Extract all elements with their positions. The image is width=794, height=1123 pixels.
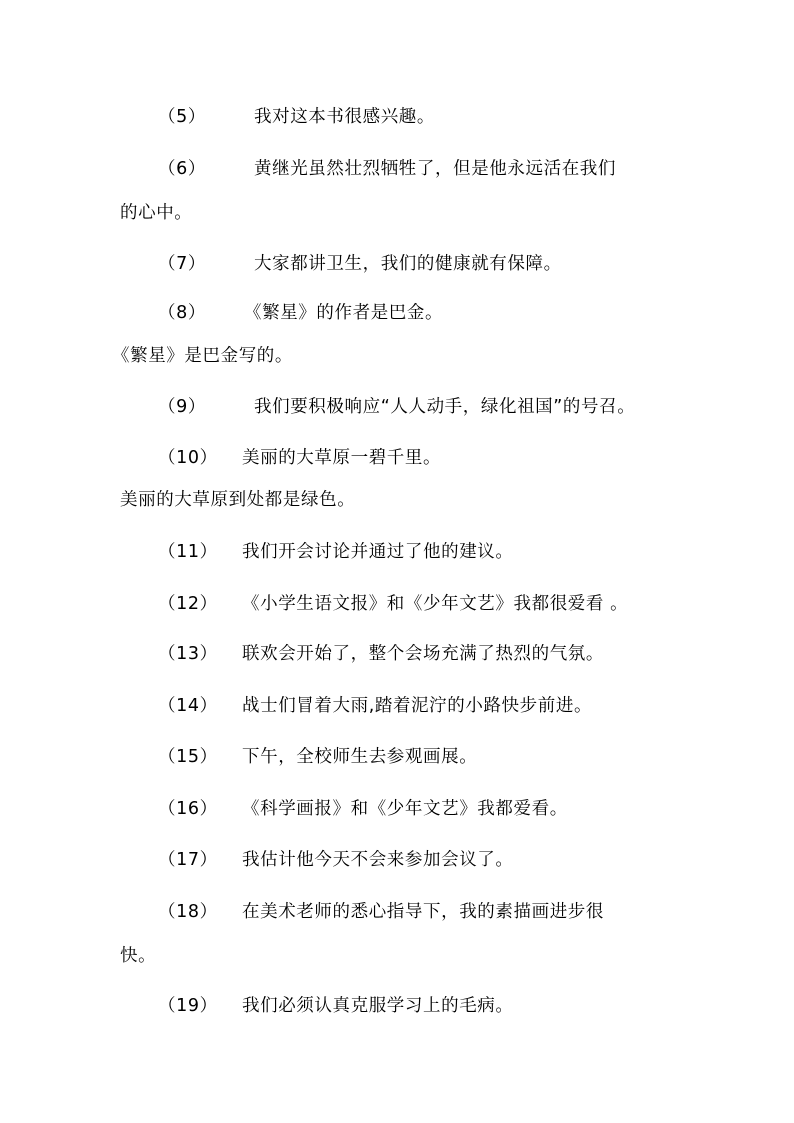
sentence-number: （15） [158, 747, 218, 767]
sentence-text: 在美术老师的悉心指导下，我的素描画进步很 [242, 902, 604, 922]
sentence-number: （17） [158, 850, 218, 870]
sentence-number: （14） [158, 696, 218, 716]
sentence-number: （7） [158, 254, 206, 274]
sentence-number: （19） [158, 996, 218, 1016]
sentence-text-continued: 快。 [120, 946, 157, 966]
sentence-text: 黄继光虽然壮烈牺牲了，但是他永远活在我们 [254, 159, 616, 179]
sentence-number: （6） [158, 159, 206, 179]
sentence-text: 我们要积极响应“人人动手，绿化祖国”的号召。 [254, 397, 636, 417]
sentence-number: （8） [158, 303, 206, 323]
sentence-number: （18） [158, 902, 218, 922]
sentence-text: 美丽的大草原一碧千里。 [242, 448, 442, 468]
sentence-text: 联欢会开始了，整个会场充满了热烈的气氛。 [242, 644, 604, 664]
sentence-text: 大家都讲卫生，我们的健康就有保障。 [254, 254, 562, 274]
sentence-text: 战士们冒着大雨,踏着泥泞的小路快步前进。 [242, 696, 593, 716]
sentence-text: 下午，全校师生去参观画展。 [242, 747, 478, 767]
sentence-text: 我们必须认真克服学习上的毛病。 [242, 996, 514, 1016]
sentence-text-continued: 《繁星》是巴金写的。 [112, 346, 293, 366]
sentence-text: 《科学画报》和《少年文艺》我都爱看。 [242, 799, 568, 819]
sentence-number: （16） [158, 799, 218, 819]
sentence-number: （11） [158, 542, 218, 562]
sentence-text: 我们开会讨论并通过了他的建议。 [242, 542, 514, 562]
sentence-text: 《繁星》的作者是巴金。 [244, 303, 444, 323]
sentence-text: 我对这本书很感兴趣。 [254, 107, 435, 127]
sentence-number: （10） [158, 448, 218, 468]
sentence-number: （13） [158, 644, 218, 664]
sentence-number: （12） [158, 594, 218, 614]
sentence-text: 《小学生语文报》和《少年文艺》我都很爱看 。 [242, 594, 629, 614]
sentence-text: 我估计他今天不会来参加会议了。 [242, 850, 514, 870]
sentence-number: （5） [158, 107, 206, 127]
sentence-text-continued: 美丽的大草原到处都是绿色。 [120, 490, 356, 510]
sentence-text-continued: 的心中。 [120, 203, 193, 223]
sentence-number: （9） [158, 397, 206, 417]
